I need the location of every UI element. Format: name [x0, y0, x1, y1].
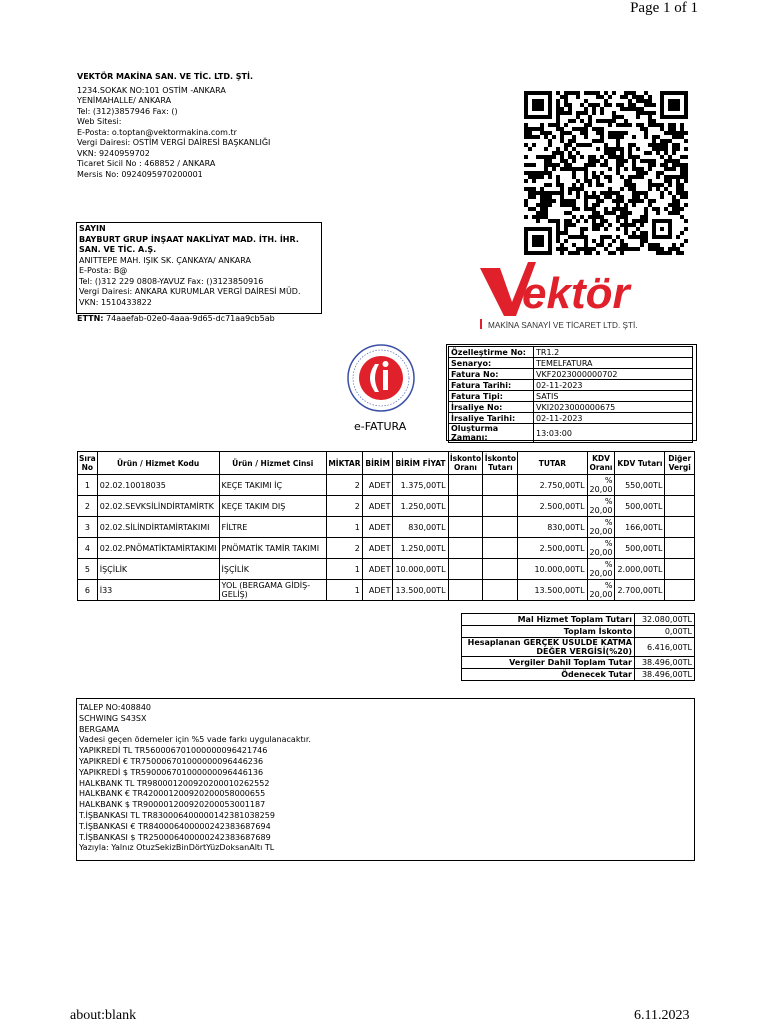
note-line: HALKBANK TL TR980001200920200010262552: [79, 778, 270, 788]
col-header-qty: MİKTAR: [326, 452, 362, 475]
notes-box: [76, 698, 695, 861]
cell-unit: ADET: [362, 538, 393, 559]
col-header-kdv-rate: KDV Oranı: [587, 452, 615, 475]
seller-phone: Tel: (312)3857946 Fax: (): [77, 106, 178, 116]
kdv-rate-value: 20,00: [589, 527, 613, 536]
cell-disc-rate: [448, 538, 483, 559]
cell-total: 2.500,00TL: [518, 538, 587, 559]
col-header-sira: Sıra No: [78, 452, 98, 475]
cell-name: KEÇE TAKIM DIŞ: [219, 496, 326, 517]
col-header-disc-rate: İskonto Oranı: [448, 452, 483, 475]
totals-label: Vergiler Dahil Toplam Tutar: [462, 657, 635, 669]
efatura-label: e-FATURA: [354, 420, 407, 433]
note-line: SCHWING S43SX: [79, 713, 147, 723]
cell-disc-amt: [483, 517, 518, 538]
seller-email: E-Posta: o.toptan@vektormakina.com.tr: [77, 127, 237, 137]
buyer-box: [76, 222, 322, 314]
cell-no: 1: [78, 475, 98, 496]
seller-web: Web Sitesi:: [77, 117, 122, 126]
cell-name: İŞÇİLİK: [219, 559, 326, 580]
cell-price: 830,00TL: [393, 517, 448, 538]
vektor-logo: [478, 258, 678, 332]
kdv-pct-sign: %: [604, 581, 613, 590]
table-row: [78, 475, 695, 496]
totals-value: 32.080,00TL: [635, 614, 695, 626]
cell-qty: 1: [326, 559, 362, 580]
note-line: Yazıyla: Yalnız OtuzSekizBinDörtYüzDoksanAltı TL: [79, 843, 275, 853]
cell-kdv-rate: [587, 517, 615, 538]
items-table: [77, 451, 695, 601]
ettn-line: [77, 314, 275, 325]
cell-disc-rate: [448, 496, 483, 517]
invoice-info-row: [449, 347, 693, 358]
seller-name: VEKTÖR MAKİNA SAN. VE TİC. LTD. ŞTİ.: [77, 72, 254, 81]
cell-price: 1.250,00TL: [393, 496, 448, 517]
cell-name: FİLTRE: [219, 517, 326, 538]
cell-code: İ33: [97, 580, 219, 601]
cell-unit: ADET: [362, 517, 393, 538]
cell-disc-rate: [448, 475, 483, 496]
cell-other-tax: [665, 580, 695, 601]
note-line: HALKBANK € TR420001200920200058000655: [79, 789, 266, 799]
cell-qty: 1: [326, 580, 362, 601]
invoice-info-value: 13:03:00: [534, 424, 693, 443]
note-line: YAPIKREDİ $ TR590006701000000096446136: [79, 767, 264, 777]
cell-name: PNÖMATİK TAMİR TAKIMI: [219, 538, 326, 559]
buyer-title: SAYIN: [79, 224, 106, 233]
totals-label: Hesaplanan GERÇEK USULDE KATMA DEĞER VERGİSİ(%20): [462, 638, 635, 657]
cell-kdv-rate: [587, 580, 615, 601]
cell-no: 2: [78, 496, 98, 517]
col-header-unit: BİRİM: [362, 452, 393, 475]
cell-no: 3: [78, 517, 98, 538]
cell-qty: 2: [326, 496, 362, 517]
cell-total: 2.500,00TL: [518, 496, 587, 517]
cell-unit: ADET: [362, 475, 393, 496]
seller-vkn: VKN: 9240959702: [77, 148, 150, 158]
cell-price: 1.250,00TL: [393, 538, 448, 559]
seller-tax-office: Vergi Dairesi: OSTİM VERGİ DAİRESİ BAŞKANLIĞI: [77, 138, 271, 147]
invoice-info-value: 02-11-2023: [534, 380, 693, 391]
col-header-name: Ürün / Hizmet Cinsi: [219, 452, 326, 475]
col-header-kdv-amt: KDV Tutarı: [615, 452, 665, 475]
cell-price: 13.500,00TL: [393, 580, 448, 601]
table-row: [78, 538, 695, 559]
invoice-info-value: 02-11-2023: [534, 413, 693, 424]
cell-qty: 2: [326, 538, 362, 559]
note-line: YAPIKREDİ € TR750006701000000096446236: [79, 756, 264, 766]
cell-disc-rate: [448, 559, 483, 580]
totals-value: 0,00TL: [635, 626, 695, 638]
seller-trade-registry: Ticaret Sicil No : 468852 / ANKARA: [77, 159, 216, 168]
logo-tagline: MAKİNA SANAYİ VE TİCARET LTD. ŞTİ.: [488, 321, 638, 330]
col-header-price: BİRİM FİYAT: [393, 452, 448, 475]
table-row: [78, 496, 695, 517]
cell-price: 10.000,00TL: [393, 559, 448, 580]
kdv-rate-value: 20,00: [589, 569, 613, 578]
cell-code: 02.02.SİLİNDİRTAMİRTAKIMI: [97, 517, 219, 538]
invoice-info-key: İrsaliye Tarihi:: [449, 413, 534, 424]
cell-other-tax: [665, 475, 695, 496]
gib-seal-icon: [345, 342, 417, 414]
cell-name: KEÇE TAKIMI İÇ: [219, 475, 326, 496]
totals-row: [462, 626, 695, 638]
table-row: [78, 517, 695, 538]
note-line: T.İŞBANKASI TL TR830006400000142381038259: [79, 810, 275, 820]
cell-other-tax: [665, 517, 695, 538]
buyer-tax-office: Vergi Dairesi: ANKARA KURUMLAR VERGİ DAİRESİ MÜD.: [79, 287, 301, 296]
kdv-rate-value: 20,00: [589, 485, 613, 494]
cell-unit: ADET: [362, 559, 393, 580]
cell-disc-amt: [483, 496, 518, 517]
totals-label: Ödenecek Tutar: [462, 669, 635, 681]
invoice-info-row: [449, 358, 693, 369]
invoice-info-key: Özelleştirme No:: [449, 347, 534, 358]
invoice-info-value: SATIS: [534, 391, 693, 402]
invoice-info-value: VKI2023000000675: [534, 402, 693, 413]
table-row: [78, 559, 695, 580]
items-header-row: [78, 452, 695, 475]
cell-code: 02.02.SEVKSİLİNDİRTAMİRTK: [97, 496, 219, 517]
totals-row: [462, 638, 695, 657]
qr-code-icon: [524, 91, 688, 255]
cell-no: 5: [78, 559, 98, 580]
note-line: HALKBANK $ TR900001200920200053001187: [79, 800, 266, 810]
cell-disc-amt: [483, 580, 518, 601]
invoice-info-value: VKF2023000000702: [534, 369, 693, 380]
print-date: 6.11.2023: [634, 1008, 690, 1023]
cell-kdv-amt: 166,00TL: [615, 517, 665, 538]
note-line: T.İŞBANKASI € TR840006400000242383687694: [79, 821, 271, 831]
totals-label: Toplam İskonto: [462, 626, 635, 638]
invoice-info-row: [449, 413, 693, 424]
cell-total: 10.000,00TL: [518, 559, 587, 580]
kdv-pct-sign: %: [604, 518, 613, 527]
kdv-rate-value: 20,00: [589, 548, 613, 557]
cell-kdv-amt: 500,00TL: [615, 538, 665, 559]
invoice-info-key: Senaryo:: [449, 358, 534, 369]
kdv-pct-sign: %: [604, 539, 613, 548]
totals-value: 38.496,00TL: [635, 669, 695, 681]
col-header-disc-amt: İskonto Tutarı: [483, 452, 518, 475]
cell-kdv-amt: 2.700,00TL: [615, 580, 665, 601]
cell-qty: 2: [326, 475, 362, 496]
kdv-rate-value: 20,00: [589, 506, 613, 515]
invoice-info-key: Oluşturma Zamanı:: [449, 424, 534, 443]
cell-name: YOL (BERGAMA GİDİŞ-GELİŞ): [219, 580, 326, 601]
cell-code: 02.02.PNÖMATİKTAMİRTAKIMI: [97, 538, 219, 559]
cell-code: 02.02.10018035: [97, 475, 219, 496]
kdv-pct-sign: %: [604, 497, 613, 506]
cell-other-tax: [665, 496, 695, 517]
cell-total: 830,00TL: [518, 517, 587, 538]
col-header-total: TUTAR: [518, 452, 587, 475]
cell-qty: 1: [326, 517, 362, 538]
totals-row: [462, 657, 695, 669]
totals-table: [461, 613, 695, 681]
page-url: about:blank: [70, 1008, 137, 1023]
invoice-info-value: TR1.2: [534, 347, 693, 358]
cell-price: 1.375,00TL: [393, 475, 448, 496]
totals-value: 38.496,00TL: [635, 657, 695, 669]
totals-value: 6.416,00TL: [635, 638, 695, 657]
cell-other-tax: [665, 538, 695, 559]
cell-kdv-rate: [587, 475, 615, 496]
table-row: [78, 580, 695, 601]
cell-disc-amt: [483, 559, 518, 580]
ettn-value: 74aaefab-02e0-4aaa-9d65-dc71aa9cb5ab: [106, 314, 275, 323]
page-indicator: Page 1 of 1: [630, 0, 698, 16]
buyer-vkn: VKN: 1510433822: [79, 297, 152, 307]
note-line: Vadesi geçen ödemeler için %5 vade farkı uygulanacaktır.: [79, 735, 311, 745]
totals-row: [462, 669, 695, 681]
cell-disc-rate: [448, 517, 483, 538]
invoice-info-key: Fatura Tipi:: [449, 391, 534, 402]
cell-other-tax: [665, 559, 695, 580]
buyer-phone: Tel: ()312 229 0808-YAVUZ Fax: ()3123850916: [79, 276, 264, 286]
buyer-address: ANITTEPE MAH. IŞIK SK. ÇANKAYA/ ANKARA: [79, 255, 251, 265]
totals-row: [462, 614, 695, 626]
invoice-info-row: [449, 402, 693, 413]
invoice-info-key: İrsaliye No:: [449, 402, 534, 413]
cell-kdv-amt: 550,00TL: [615, 475, 665, 496]
note-line: BERGAMA: [79, 724, 120, 734]
svg-text:ektör: ektör: [522, 269, 630, 318]
kdv-rate-value: 20,00: [589, 590, 613, 599]
totals-label: Mal Hizmet Toplam Tutarı: [462, 614, 635, 626]
cell-unit: ADET: [362, 496, 393, 517]
cell-kdv-rate: [587, 559, 615, 580]
invoice-info-key: Fatura No:: [449, 369, 534, 380]
kdv-pct-sign: %: [604, 560, 613, 569]
cell-kdv-amt: 500,00TL: [615, 496, 665, 517]
invoice-info-row: [449, 369, 693, 380]
seller-mersis: Mersis No: 0924095970200001: [77, 169, 203, 179]
seller-address-2: YENİMAHALLE/ ANKARA: [77, 96, 172, 105]
cell-kdv-amt: 2.000,00TL: [615, 559, 665, 580]
note-line: T.İŞBANKASI $ TR250006400000242383687689: [79, 832, 271, 842]
ettn-label: ETTN:: [77, 314, 104, 323]
buyer-email: E-Posta: B@: [79, 266, 128, 275]
invoice-info-table: [448, 346, 693, 443]
note-line: TALEP NO:408840: [79, 703, 151, 712]
invoice-info-row: [449, 391, 693, 402]
invoice-info-value: TEMELFATURA: [534, 358, 693, 369]
cell-kdv-rate: [587, 538, 615, 559]
cell-disc-rate: [448, 580, 483, 601]
cell-disc-amt: [483, 538, 518, 559]
cell-kdv-rate: [587, 496, 615, 517]
seller-address-1: 1234.SOKAK NO:101 OSTİM -ANKARA: [77, 85, 226, 95]
col-header-code: Ürün / Hizmet Kodu: [97, 452, 219, 475]
col-header-other-tax: Diğer Vergi: [665, 452, 695, 475]
invoice-info-row: [449, 424, 693, 443]
cell-no: 4: [78, 538, 98, 559]
cell-total: 13.500,00TL: [518, 580, 587, 601]
seller-info: [77, 72, 377, 180]
cell-disc-amt: [483, 475, 518, 496]
invoice-info-row: [449, 380, 693, 391]
kdv-pct-sign: %: [604, 476, 613, 485]
cell-code: İŞÇİLİK: [97, 559, 219, 580]
buyer-name: BAYBURT GRUP İNŞAAT NAKLİYAT MAD. İTH. İHR. SAN. VE TİC. A.Ş.: [79, 234, 299, 254]
cell-total: 2.750,00TL: [518, 475, 587, 496]
invoice-info-key: Fatura Tarihi:: [449, 380, 534, 391]
cell-no: 6: [78, 580, 98, 601]
note-line: YAPIKREDİ TL TR560006701000000096421746: [79, 746, 268, 756]
cell-unit: ADET: [362, 580, 393, 601]
